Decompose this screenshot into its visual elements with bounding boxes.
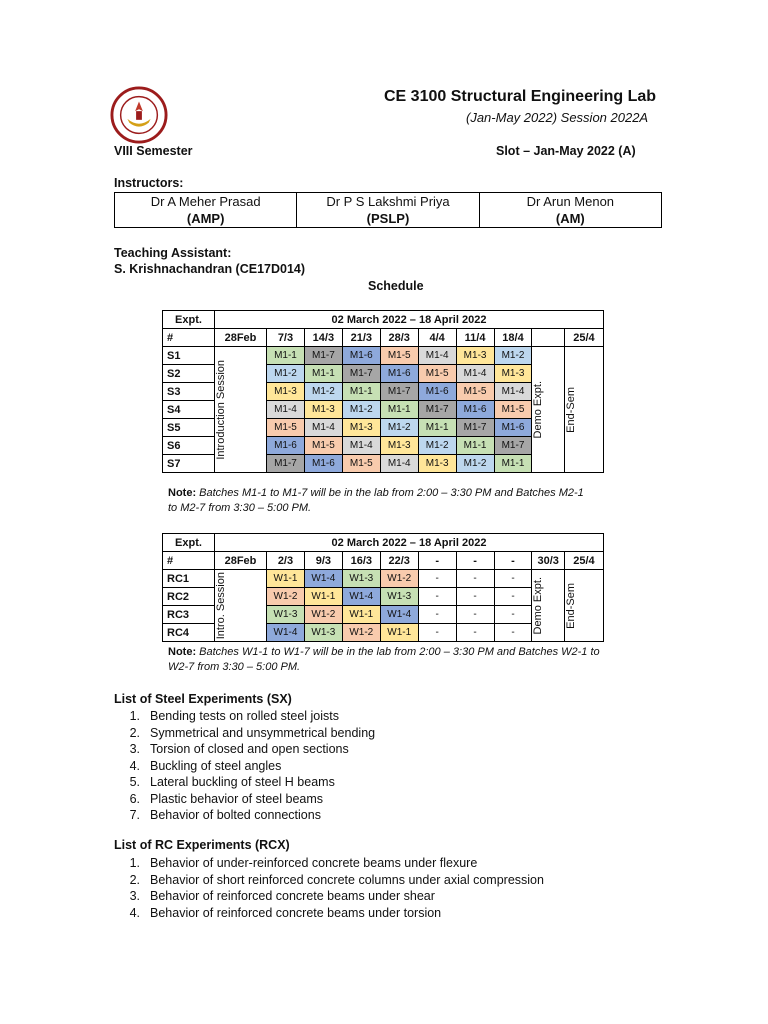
list-text: Behavior of short reinforced concrete columns under axial compression	[150, 872, 544, 887]
batch-cell: W1-3	[380, 588, 418, 606]
batch-cell: M1-7	[418, 401, 456, 419]
batch-cell: M1-1	[267, 347, 305, 365]
list-number: 2.	[129, 725, 140, 740]
batch-cell: M1-6	[494, 419, 532, 437]
list-text: Buckling of steel angles	[150, 758, 282, 773]
batch-cell: W1-1	[380, 624, 418, 642]
list-item	[114, 855, 544, 872]
date-range-header: 02 March 2022 – 18 April 2022	[215, 311, 604, 329]
batch-cell: M1-4	[494, 383, 532, 401]
date-header: 25/4	[564, 329, 603, 347]
date-header: 21/3	[342, 329, 380, 347]
batch-cell: M1-1	[456, 437, 494, 455]
experiment-label: S7	[163, 455, 215, 473]
list-number: 1.	[129, 709, 140, 723]
date-header: 16/3	[342, 552, 380, 570]
note-label: Note:	[168, 646, 197, 658]
date-header: 28/3	[380, 329, 418, 347]
end-sem-cell	[564, 570, 603, 642]
batch-cell: -	[494, 606, 532, 624]
list-number: 3.	[129, 889, 140, 903]
instructor-cell	[297, 193, 479, 228]
batch-cell: M1-2	[267, 365, 305, 383]
list-item	[114, 708, 375, 725]
hash-header: #	[163, 329, 215, 347]
batch-cell: -	[456, 606, 494, 624]
batch-cell: -	[456, 624, 494, 642]
date-header: -	[418, 552, 456, 570]
batch-cell: -	[494, 588, 532, 606]
batch-cell: M1-4	[267, 401, 305, 419]
date-header: 4/4	[418, 329, 456, 347]
intro-session-cell	[215, 570, 267, 642]
list-item	[114, 741, 375, 758]
batch-cell: M1-2	[342, 401, 380, 419]
batch-cell: M1-5	[380, 347, 418, 365]
batch-cell: M1-3	[342, 419, 380, 437]
intro-session-label: Introduction Session	[215, 359, 227, 460]
note-text: Batches W1-1 to W1-7 will be in the lab from 2:00 – 3:30 PM and Batches W2-1 to W2-7 from 3:30 – 5:00 PM.	[168, 646, 600, 673]
instructor-cell	[115, 193, 297, 228]
batch-cell: M1-4	[418, 347, 456, 365]
batch-cell: M1-3	[304, 401, 342, 419]
rc-schedule-table	[162, 533, 604, 642]
batch-cell: M1-4	[304, 419, 342, 437]
batch-cell: M1-6	[342, 347, 380, 365]
batch-cell: M1-7	[456, 419, 494, 437]
page-title: CE 3100 Structural Engineering Lab	[384, 88, 657, 105]
date-header: 14/3	[304, 329, 342, 347]
institute-seal-icon	[110, 86, 168, 144]
list-text: Behavior of reinforced concrete beams under shear	[150, 889, 435, 903]
instructor-cell	[479, 193, 661, 228]
list-item	[114, 774, 375, 791]
batch-cell: M1-2	[418, 437, 456, 455]
date-header: 25/4	[564, 552, 603, 570]
note-text: Batches M1-1 to M1-7 will be in the lab from 2:00 – 3:30 PM and Batches M2-1 to M2-7 from 3:30 – 5:00 PM.	[168, 487, 584, 514]
experiment-label: RC3	[163, 606, 215, 624]
list-text: Lateral buckling of steel H beams	[150, 775, 335, 789]
intro-session-cell	[215, 347, 267, 473]
batch-cell: -	[418, 624, 456, 642]
steel-schedule-table	[162, 310, 604, 473]
batch-cell: W1-4	[342, 588, 380, 606]
list-number: 6.	[129, 791, 140, 806]
batch-cell: M1-1	[494, 455, 532, 473]
rc-list-title: List of RC Experiments (RCX)	[114, 838, 290, 852]
batch-cell: M1-5	[267, 419, 305, 437]
batch-cell: M1-6	[267, 437, 305, 455]
experiment-label: RC4	[163, 624, 215, 642]
batch-cell: W1-4	[267, 624, 305, 642]
ta-name: S. Krishnachandran (CE17D014)	[114, 262, 306, 276]
date-header: 11/4	[456, 329, 494, 347]
batch-cell: W1-3	[267, 606, 305, 624]
date-header	[532, 329, 565, 347]
experiment-label: S5	[163, 419, 215, 437]
batch-cell: M1-2	[380, 419, 418, 437]
demo-expt-cell	[532, 347, 565, 473]
batch-cell: -	[456, 570, 494, 588]
experiment-label: S3	[163, 383, 215, 401]
batch-cell: M1-6	[304, 455, 342, 473]
list-text: Torsion of closed and open sections	[150, 742, 349, 756]
instructors-label: Instructors:	[114, 176, 184, 190]
batch-cell: W1-2	[342, 624, 380, 642]
list-number: 7.	[129, 808, 140, 822]
batch-cell: M1-4	[380, 455, 418, 473]
demo-expt-cell	[532, 570, 565, 642]
batch-cell: -	[494, 570, 532, 588]
list-text: Bending tests on rolled steel joists	[150, 709, 339, 723]
list-number: 5.	[129, 775, 140, 789]
experiment-label: S6	[163, 437, 215, 455]
batch-cell: M1-1	[342, 383, 380, 401]
schedule-title: Schedule	[368, 279, 424, 293]
batch-cell: M1-5	[494, 401, 532, 419]
batch-cell: M1-1	[380, 401, 418, 419]
ta-label: Teaching Assistant:	[114, 246, 232, 260]
date-header: 22/3	[380, 552, 418, 570]
batch-cell: W1-2	[267, 588, 305, 606]
batch-cell: W1-4	[380, 606, 418, 624]
list-text: Behavior of reinforced concrete beams under torsion	[150, 905, 442, 920]
list-item	[114, 758, 375, 775]
instructor-abbr: (AMP)	[186, 211, 225, 226]
semester-label: VIII Semester	[114, 144, 193, 158]
instructors-table	[114, 192, 662, 228]
batch-cell: W1-2	[304, 606, 342, 624]
list-number: 1.	[129, 856, 140, 870]
instructor-abbr: (AM)	[555, 211, 585, 226]
batch-cell: M1-7	[342, 365, 380, 383]
list-text: Behavior of under-reinforced concrete beams under flexure	[150, 856, 478, 870]
date-header: 7/3	[267, 329, 305, 347]
steel-experiment-list	[114, 708, 375, 824]
batch-cell: M1-3	[494, 365, 532, 383]
batch-cell: M1-2	[304, 383, 342, 401]
batch-cell: M1-1	[418, 419, 456, 437]
list-number: 4.	[129, 905, 140, 920]
batch-cell: W1-2	[380, 570, 418, 588]
batch-cell: M1-1	[304, 365, 342, 383]
rc-experiment-list	[114, 855, 544, 921]
batch-cell: M1-6	[380, 365, 418, 383]
batch-cell: M1-2	[494, 347, 532, 365]
batch-cell: -	[418, 606, 456, 624]
list-number: 4.	[129, 758, 140, 773]
slot-label: Slot – Jan-May 2022 (A)	[496, 144, 636, 158]
instructor-name: Dr Arun Menon	[526, 194, 615, 209]
experiment-label: S4	[163, 401, 215, 419]
batch-cell: W1-1	[342, 606, 380, 624]
batch-cell: -	[418, 588, 456, 606]
instructor-abbr: (PSLP)	[366, 211, 410, 226]
list-number: 2.	[129, 872, 140, 887]
batch-cell: M1-6	[418, 383, 456, 401]
batch-cell: M1-5	[418, 365, 456, 383]
schedule-row	[163, 347, 604, 365]
expt-header: Expt.	[163, 534, 215, 552]
end-sem-label: End-Sem	[564, 582, 577, 629]
batch-cell: M1-3	[456, 347, 494, 365]
experiment-label: S2	[163, 365, 215, 383]
batch-cell: M1-6	[456, 401, 494, 419]
end-sem-label: End-Sem	[564, 386, 577, 433]
batch-cell: M1-5	[342, 455, 380, 473]
end-sem-cell	[564, 347, 603, 473]
batch-cell: M1-3	[267, 383, 305, 401]
date-header: 2/3	[267, 552, 305, 570]
list-number: 3.	[129, 742, 140, 756]
list-item	[114, 888, 544, 905]
demo-expt-label: Demo Expt.	[532, 380, 545, 439]
hash-header: #	[163, 552, 215, 570]
list-item	[114, 791, 375, 808]
date-header: 30/3	[532, 552, 565, 570]
date-header: -	[494, 552, 532, 570]
batch-cell: M1-7	[380, 383, 418, 401]
instructor-name: Dr P S Lakshmi Priya	[326, 194, 450, 209]
batch-cell: W1-1	[304, 588, 342, 606]
date-header: -	[456, 552, 494, 570]
list-item	[114, 807, 375, 824]
instructor-name: Dr A Meher Prasad	[150, 194, 261, 209]
steel-list-title: List of Steel Experiments (SX)	[114, 692, 292, 706]
steel-note	[168, 486, 588, 516]
list-text: Symmetrical and unsymmetrical bending	[150, 725, 376, 740]
batch-cell: W1-3	[304, 624, 342, 642]
list-text: Plastic behavior of steel beams	[150, 791, 324, 806]
batch-cell: -	[494, 624, 532, 642]
date-header: 28Feb	[215, 552, 267, 570]
batch-cell: W1-1	[267, 570, 305, 588]
rc-note	[168, 645, 604, 675]
experiment-label: RC1	[163, 570, 215, 588]
schedule-row	[163, 570, 604, 588]
batch-cell: M1-3	[380, 437, 418, 455]
list-text: Behavior of bolted connections	[150, 808, 321, 822]
list-item	[114, 725, 375, 742]
intro-session-label: Intro. Session	[215, 571, 227, 640]
batch-cell: M1-7	[267, 455, 305, 473]
batch-cell: -	[456, 588, 494, 606]
page-subtitle: (Jan-May 2022) Session 2022A	[466, 110, 649, 125]
batch-cell: M1-4	[456, 365, 494, 383]
batch-cell: M1-3	[418, 455, 456, 473]
date-header: 18/4	[494, 329, 532, 347]
experiment-label: RC2	[163, 588, 215, 606]
list-item	[114, 905, 544, 922]
batch-cell: W1-3	[342, 570, 380, 588]
batch-cell: M1-7	[494, 437, 532, 455]
batch-cell: M1-5	[304, 437, 342, 455]
note-label: Note:	[168, 487, 197, 499]
demo-expt-label: Demo Expt.	[532, 576, 545, 635]
date-header: 9/3	[304, 552, 342, 570]
batch-cell: M1-4	[342, 437, 380, 455]
batch-cell: -	[418, 570, 456, 588]
batch-cell: W1-4	[304, 570, 342, 588]
batch-cell: M1-2	[456, 455, 494, 473]
date-range-header: 02 March 2022 – 18 April 2022	[215, 534, 604, 552]
expt-header: Expt.	[163, 311, 215, 329]
list-item	[114, 872, 544, 889]
batch-cell: M1-7	[304, 347, 342, 365]
experiment-label: S1	[163, 347, 215, 365]
batch-cell: M1-5	[456, 383, 494, 401]
date-header: 28Feb	[215, 329, 267, 347]
